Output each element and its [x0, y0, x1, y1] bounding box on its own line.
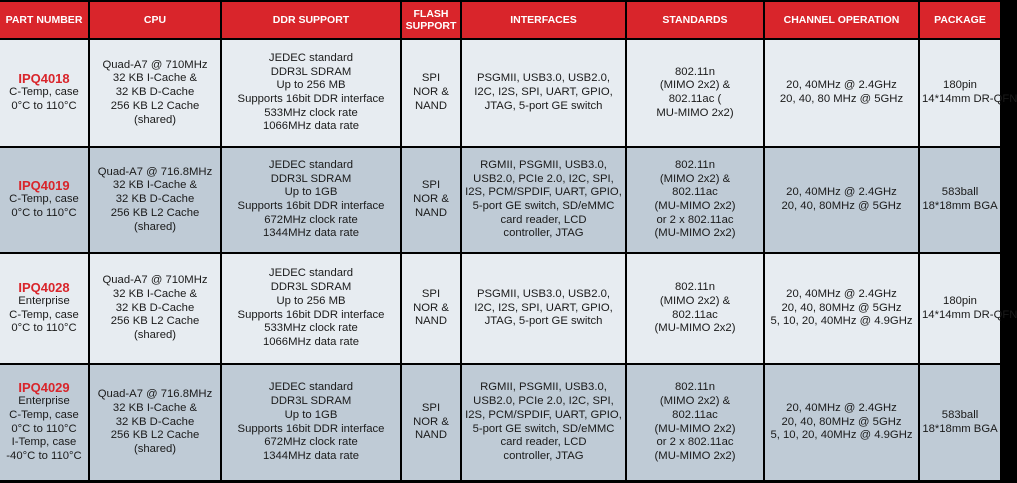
table-row [0, 40, 1000, 146]
part-number-cell [0, 148, 88, 252]
ddr-support-cell-line: Supports 16bit DDR interface [237, 422, 385, 435]
interfaces-cell-line: I2C, I2S, SPI, UART, GPIO, [474, 301, 613, 314]
standards-cell-line: 802.11ac [672, 408, 718, 421]
standards-cell-line: (MU-MIMO 2x2) [654, 422, 736, 435]
part-note: C-Temp, case [9, 193, 79, 206]
ddr-support-cell-line: Up to 1GB [284, 408, 338, 421]
package-cell-line: 583ball [941, 186, 979, 199]
interfaces-cell-line: I2S, PCM/SPDIF, UART, GPIO, [465, 186, 622, 199]
part-note: Enterprise [18, 395, 70, 408]
ddr-support-cell-line: 1344MHz data rate [262, 227, 360, 240]
part-note: C-Temp, case [9, 86, 79, 99]
channel-operation-cell [765, 254, 918, 363]
header-row [0, 2, 1000, 38]
interfaces-cell-line: RGMII, PSGMII, USB3.0, [480, 381, 607, 394]
part-note: 0°C to 110°C [11, 99, 77, 112]
cpu-cell-line: 32 KB I-Cache & [112, 287, 198, 300]
package-cell [920, 365, 1000, 480]
standards-cell-line: (MU-MIMO 2x2) [654, 322, 736, 335]
flash-support-cell-line: SPI [421, 179, 441, 192]
ddr-support-cell-line: 533MHz clock rate [264, 106, 358, 119]
interfaces-cell [462, 365, 625, 480]
channel-operation-cell-line: 20, 40, 80 MHz @ 5GHz [779, 93, 904, 105]
part-note: C-Temp, case [9, 308, 79, 321]
header-ddr-support: DDR SUPPORT [222, 2, 400, 38]
part-note: 0°C to 110°C [11, 422, 77, 435]
channel-operation-cell-line: 20, 40, 80MHz @ 5GHz [781, 200, 902, 212]
cpu-cell-line: 32 KB D-Cache [115, 301, 195, 314]
package-cell-line: 18*18mm BGA [922, 422, 998, 435]
header-flash-support: FLASH SUPPORT [402, 2, 460, 38]
cpu-cell-line: Quad-A7 @ 716.8MHz [97, 165, 213, 178]
standards-cell-line: (MIMO 2x2) & [659, 395, 731, 408]
part-note: 0°C to 110°C [11, 206, 77, 219]
ddr-support-cell-line: 1066MHz data rate [262, 335, 360, 348]
cpu-cell-line: Quad-A7 @ 716.8MHz [97, 388, 213, 401]
channel-operation-cell-line: 20, 40MHz @ 2.4GHz [786, 186, 897, 199]
part-number: IPQ4018 [18, 71, 70, 87]
cpu-cell-line: 32 KB D-Cache [115, 415, 195, 428]
cpu-cell [90, 40, 220, 146]
package-cell-line: 18*18mm BGA [922, 200, 998, 212]
ddr-support-cell-line: DDR3L SDRAM [270, 65, 352, 78]
ddr-support-cell-line: JEDEC standard [268, 381, 354, 394]
part-number-cell [0, 40, 88, 146]
interfaces-cell-line: card reader, LCD [500, 213, 587, 226]
package-cell [920, 40, 1017, 146]
package-cell-line: 14*14mm DR-QFN [922, 308, 1017, 321]
flash-support-cell-line: SPI [421, 401, 441, 414]
part-note: 0°C to 110°C [11, 322, 77, 335]
part-note: Enterprise [18, 294, 70, 307]
cpu-cell-line: 32 KB D-Cache [115, 86, 195, 99]
standards-cell-line: 802.11n [675, 65, 715, 78]
package-cell [920, 148, 1000, 252]
flash-support-cell-line: NAND [414, 315, 447, 328]
ddr-support-cell-line: DDR3L SDRAM [270, 172, 352, 185]
ddr-support-cell [222, 365, 400, 480]
standards-cell-line: (MU-MIMO 2x2) [654, 227, 736, 240]
ddr-support-cell [222, 254, 400, 363]
interfaces-cell-line: I2C, I2S, SPI, UART, GPIO, [474, 86, 613, 99]
cpu-cell-line: 32 KB I-Cache & [112, 179, 198, 192]
interfaces-cell-line: PSGMII, USB3.0, USB2.0, [476, 287, 611, 300]
channel-operation-cell [765, 365, 918, 480]
interfaces-cell [462, 148, 625, 252]
part-note: -40°C to 110°C [6, 449, 82, 462]
cpu-cell-line: (shared) [133, 329, 177, 342]
ddr-support-cell-line: JEDEC standard [268, 158, 354, 171]
table-row [0, 365, 1000, 480]
standards-cell [627, 148, 763, 252]
part-note: C-Temp, case [9, 408, 79, 421]
standards-cell [627, 365, 763, 480]
channel-operation-cell-line: 20, 40MHz @ 2.4GHz [786, 287, 897, 300]
ddr-support-cell-line: JEDEC standard [268, 51, 354, 64]
interfaces-cell-line: PSGMII, USB3.0, USB2.0, [476, 72, 611, 85]
interfaces-cell-line: controller, JTAG [503, 449, 584, 462]
header-part-number: PART NUMBER [0, 2, 88, 38]
interfaces-cell-line: 5-port GE switch, SD/eMMC [472, 200, 615, 212]
ddr-support-cell-line: Supports 16bit DDR interface [237, 200, 385, 212]
standards-cell-line: or 2 x 802.11ac [656, 436, 734, 449]
cpu-cell-line: 32 KB I-Cache & [112, 401, 198, 414]
cpu-cell-line: 32 KB I-Cache & [112, 72, 198, 85]
standards-cell-line: (MIMO 2x2) & [659, 294, 731, 307]
flash-support-cell-line: NAND [414, 429, 447, 442]
ddr-support-cell-line: DDR3L SDRAM [270, 395, 352, 408]
interfaces-cell-line: JTAG, 5-port GE switch [484, 315, 603, 328]
ddr-support-cell-line: Up to 256 MB [276, 294, 346, 307]
ddr-support-cell-line: 672MHz clock rate [264, 213, 358, 226]
table-row [0, 254, 1000, 363]
cpu-cell-line: 256 KB L2 Cache [110, 315, 200, 328]
standards-cell-line: 802.11n [675, 281, 715, 294]
flash-support-cell-line: NOR & [413, 415, 449, 428]
standards-cell-line: 802.11n [675, 158, 715, 171]
flash-support-cell-line: SPI [421, 72, 441, 85]
interfaces-cell [462, 254, 625, 363]
interfaces-cell-line: controller, JTAG [503, 227, 584, 240]
standards-cell-line: 802.11n [675, 381, 715, 394]
package-cell-line: 180pin [943, 294, 977, 307]
flash-support-cell-line: SPI [421, 287, 441, 300]
flash-support-cell [402, 254, 460, 363]
cpu-cell-line: 256 KB L2 Cache [110, 206, 200, 219]
channel-operation-cell-line: 20, 40, 80MHz @ 5GHz [781, 415, 902, 428]
cpu-cell-line: Quad-A7 @ 710MHz [102, 274, 208, 287]
standards-cell-line: or 2 x 802.11ac [656, 213, 734, 226]
part-note: I-Temp, case [11, 436, 77, 449]
part-number: IPQ4029 [18, 380, 70, 396]
cpu-cell [90, 254, 220, 363]
package-cell [920, 254, 1017, 363]
channel-operation-cell [765, 148, 918, 252]
standards-cell-line: 802.11ac ( [668, 93, 722, 105]
channel-operation-cell-line: 5, 10, 20, 40MHz @ 4.9GHz [770, 315, 913, 328]
ddr-support-cell-line: 1344MHz data rate [262, 449, 360, 462]
ddr-support-cell-line: 1066MHz data rate [262, 120, 360, 133]
standards-cell-line: (MIMO 2x2) & [659, 172, 731, 185]
standards-cell-line: 802.11ac [672, 186, 718, 199]
channel-operation-cell [765, 40, 918, 146]
flash-support-cell-line: NOR & [413, 86, 449, 99]
cpu-cell-line: 32 KB D-Cache [115, 193, 195, 206]
ddr-support-cell-line: Supports 16bit DDR interface [237, 93, 385, 105]
package-cell-line: 14*14mm DR-QFN [922, 93, 1017, 105]
interfaces-cell-line: RGMII, PSGMII, USB3.0, [480, 158, 607, 171]
flash-support-cell-line: NAND [414, 206, 447, 219]
flash-support-cell [402, 148, 460, 252]
ddr-support-cell-line: JEDEC standard [268, 267, 354, 280]
interfaces-cell-line: USB2.0, PCIe 2.0, I2C, SPI, [473, 172, 614, 185]
ddr-support-cell-line: DDR3L SDRAM [270, 281, 352, 294]
flash-support-cell-line: NAND [414, 99, 447, 112]
standards-cell-line: 802.11ac [672, 308, 718, 321]
flash-support-cell-line: NOR & [413, 301, 449, 314]
channel-operation-cell-line: 20, 40, 80MHz @ 5GHz [781, 301, 902, 314]
flash-support-cell [402, 365, 460, 480]
cpu-cell [90, 148, 220, 252]
channel-operation-cell-line: 20, 40MHz @ 2.4GHz [786, 79, 897, 92]
interfaces-cell [462, 40, 625, 146]
cpu-cell-line: Quad-A7 @ 710MHz [102, 58, 208, 71]
channel-operation-cell-line: 5, 10, 20, 40MHz @ 4.9GHz [770, 429, 913, 442]
table-row [0, 148, 1000, 252]
cpu-cell-line: (shared) [133, 113, 177, 126]
ddr-support-cell-line: 533MHz clock rate [264, 322, 358, 335]
part-number: IPQ4019 [18, 178, 70, 194]
header-package: PACKAGE [920, 2, 1000, 38]
ddr-support-cell-line: 672MHz clock rate [264, 436, 358, 449]
standards-cell [627, 40, 763, 146]
interfaces-cell-line: USB2.0, PCIe 2.0, I2C, SPI, [473, 395, 614, 408]
header-standards: STANDARDS [627, 2, 763, 38]
standards-cell [627, 254, 763, 363]
interfaces-cell-line: card reader, LCD [500, 436, 587, 449]
cpu-cell-line: (shared) [133, 220, 177, 233]
standards-cell-line: (MIMO 2x2) & [659, 79, 731, 92]
ddr-support-cell-line: Up to 256 MB [276, 79, 346, 92]
part-number-cell [0, 254, 88, 363]
ddr-support-cell [222, 40, 400, 146]
cpu-cell-line: 256 KB L2 Cache [110, 429, 200, 442]
ddr-support-cell-line: Up to 1GB [284, 186, 338, 199]
part-number: IPQ4028 [18, 280, 70, 296]
header-cpu: CPU [90, 2, 220, 38]
standards-cell-line: MU-MIMO 2x2) [656, 106, 734, 119]
cpu-cell [90, 365, 220, 480]
standards-cell-line: (MU-MIMO 2x2) [654, 200, 736, 212]
ddr-support-cell-line: Supports 16bit DDR interface [237, 308, 385, 321]
standards-cell-line: (MU-MIMO 2x2) [654, 449, 736, 462]
header-channel-operation: CHANNEL OPERATION [765, 2, 918, 38]
flash-support-cell-line: NOR & [413, 193, 449, 206]
package-cell-line: 180pin [943, 79, 977, 92]
channel-operation-cell-line: 20, 40MHz @ 2.4GHz [786, 401, 897, 414]
package-cell-line: 583ball [941, 408, 979, 421]
cpu-cell-line: 256 KB L2 Cache [110, 99, 200, 112]
interfaces-cell-line: JTAG, 5-port GE switch [484, 99, 603, 112]
cpu-cell-line: (shared) [133, 443, 177, 456]
part-number-cell [0, 365, 88, 480]
interfaces-cell-line: 5-port GE switch, SD/eMMC [472, 422, 615, 435]
interfaces-cell-line: I2S, PCM/SPDIF, UART, GPIO, [465, 408, 622, 421]
flash-support-cell [402, 40, 460, 146]
header-interfaces: INTERFACES [462, 2, 625, 38]
ddr-support-cell [222, 148, 400, 252]
